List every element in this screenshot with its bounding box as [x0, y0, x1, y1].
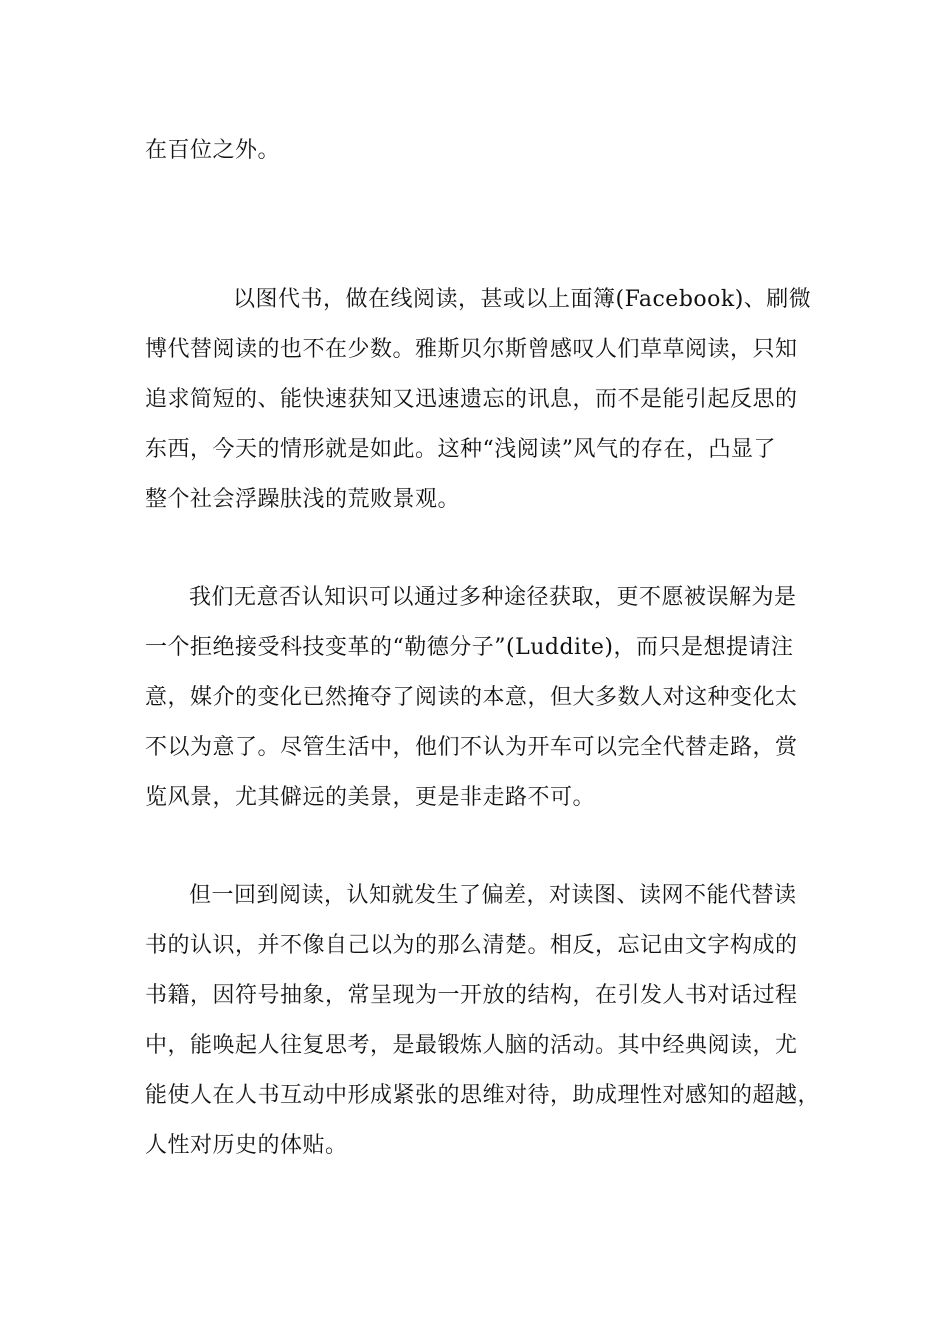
paragraph-1-line-0: 以图代书，做在线阅读，甚或以上面簿(Facebook)、刷微	[233, 287, 812, 312]
paragraph-2-line-4: 览风景，尤其僻远的美景，更是非走路不可。	[145, 785, 596, 810]
paragraph-3-line-4: 能使人在人书互动中形成紧张的思维对待，助成理性对感知的超越，	[145, 1083, 821, 1108]
paragraph-3-line-0: 但一回到阅读，认知就发生了偏差，对读图、读网不能代替读	[189, 883, 797, 908]
paragraph-3-line-3: 中，能唤起人往复思考，是最锻炼人脑的活动。其中经典阅读，尤	[145, 1033, 798, 1058]
paragraph-3-line-5: 人性对历史的体贴。	[145, 1133, 348, 1158]
paragraph-2-line-1: 一个拒绝接受科技变革的“勒德分子”(Luddite)，而只是想提请注	[145, 635, 794, 660]
paragraph-1-line-4: 整个社会浮躁肤浅的荒败景观。	[145, 487, 461, 512]
paragraph-2-line-3: 不以为意了。尽管生活中，他们不认为开车可以完全代替走路，赏	[145, 735, 798, 760]
paragraph-1-line-3: 东西，今天的情形就是如此。这种“浅阅读”风气的存在，凸显了	[145, 437, 776, 462]
paragraph-1-line-2: 追求简短的、能快速获知又迅速遗忘的讯息，而不是能引起反思的	[145, 387, 798, 412]
paragraph-2-line-0: 我们无意否认知识可以通过多种途径获取，更不愿被误解为是	[189, 585, 797, 610]
paragraph-3-line-1: 书的认识，并不像自己以为的那么清楚。相反，忘记由文字构成的	[145, 933, 798, 958]
paragraph-0-line-0: 在百位之外。	[145, 138, 281, 163]
paragraph-2-line-2: 意，媒介的变化已然掩夺了阅读的本意，但大多数人对这种变化太	[145, 685, 798, 710]
paragraph-3-line-2: 书籍，因符号抽象，常呈现为一开放的结构，在引发人书对话过程	[145, 983, 798, 1008]
paragraph-1-line-1: 博代替阅读的也不在少数。雅斯贝尔斯曾感叹人们草草阅读，只知	[145, 337, 798, 362]
